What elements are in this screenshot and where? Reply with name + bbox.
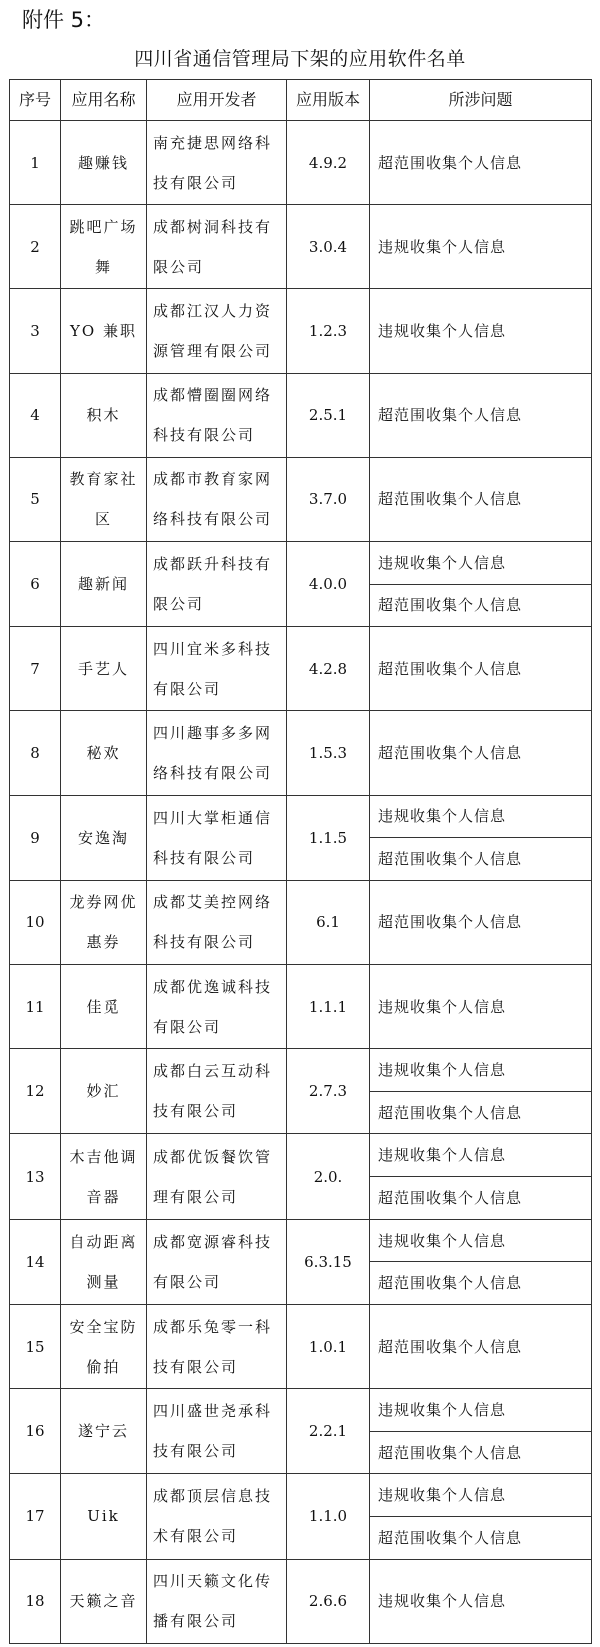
issue-text: 超范围收集个人信息: [370, 1177, 592, 1220]
issue-text: 超范围收集个人信息: [370, 1431, 592, 1474]
developer-name: 四川天籁文化传播有限公司: [147, 1559, 287, 1643]
table-row: [10, 121, 592, 205]
app-version: 2.2.1: [287, 1389, 370, 1474]
app-name: 跳吧广场舞: [61, 205, 147, 289]
app-name: 天籁之音: [61, 1559, 147, 1643]
developer-name: 成都白云互动科技有限公司: [147, 1049, 287, 1134]
table-row: [10, 1304, 592, 1388]
row-number: 1: [10, 121, 61, 205]
app-name: 遂宁云: [61, 1389, 147, 1474]
table-row: [10, 627, 592, 711]
table-row: [10, 965, 592, 1049]
app-name: Uik: [61, 1474, 147, 1559]
header-no: 序号: [10, 80, 61, 121]
row-number: 3: [10, 289, 61, 373]
app-name: 妙汇: [61, 1049, 147, 1134]
row-number: 7: [10, 627, 61, 711]
table-row: [10, 1219, 592, 1262]
row-number: 2: [10, 205, 61, 289]
table-row: [10, 880, 592, 964]
app-name: 自动距离测量: [61, 1219, 147, 1304]
developer-name: 成都顶层信息技术有限公司: [147, 1474, 287, 1559]
issue-text: 超范围收集个人信息: [370, 1262, 592, 1305]
app-name: 教育家社区: [61, 457, 147, 541]
app-name: 龙券网优惠券: [61, 880, 147, 964]
app-version: 2.5.1: [287, 373, 370, 457]
row-number: 13: [10, 1134, 61, 1219]
developer-name: 四川趣事多多网络科技有限公司: [147, 711, 287, 795]
table-row: [10, 711, 592, 795]
table-row: [10, 373, 592, 457]
developer-name: 南充捷思网络科技有限公司: [147, 121, 287, 205]
row-number: 11: [10, 965, 61, 1049]
app-version: 3.7.0: [287, 457, 370, 541]
table-row: [10, 1134, 592, 1177]
app-name: 趣新闻: [61, 542, 147, 627]
row-number: 6: [10, 542, 61, 627]
app-version: 1.5.3: [287, 711, 370, 795]
issue-text: 违规收集个人信息: [370, 795, 592, 838]
row-number: 15: [10, 1304, 61, 1388]
header-issue: 所涉问题: [370, 80, 592, 121]
issue-text: 超范围收集个人信息: [370, 457, 592, 541]
issue-text: 超范围收集个人信息: [370, 1516, 592, 1559]
row-number: 10: [10, 880, 61, 964]
app-version: 3.0.4: [287, 205, 370, 289]
issue-text: 违规收集个人信息: [370, 965, 592, 1049]
table-row: [10, 289, 592, 373]
app-name: 手艺人: [61, 627, 147, 711]
developer-name: 成都优逸诚科技有限公司: [147, 965, 287, 1049]
table-row: [10, 1389, 592, 1432]
table-row: [10, 795, 592, 838]
row-number: 18: [10, 1559, 61, 1643]
table-row: [10, 205, 592, 289]
app-version: 1.2.3: [287, 289, 370, 373]
developer-name: 四川盛世尧承科技有限公司: [147, 1389, 287, 1474]
developer-name: 成都跃升科技有限公司: [147, 542, 287, 627]
attachment-label: 附件 5：: [22, 8, 106, 32]
row-number: 5: [10, 457, 61, 541]
issue-text: 违规收集个人信息: [370, 542, 592, 585]
app-version: 6.1: [287, 880, 370, 964]
developer-name: 成都懵圈圈网络科技有限公司: [147, 373, 287, 457]
issue-text: 违规收集个人信息: [370, 1474, 592, 1517]
app-name: 木吉他调音器: [61, 1134, 147, 1219]
app-name: 趣赚钱: [61, 121, 147, 205]
table-header-row: [10, 80, 592, 121]
issue-text: 超范围收集个人信息: [370, 627, 592, 711]
app-list-table: [9, 79, 592, 1644]
developer-name: 成都江汉人力资源管理有限公司: [147, 289, 287, 373]
document-title: 四川省通信管理局下架的应用软件名单: [134, 48, 466, 70]
app-version: 6.3.15: [287, 1219, 370, 1304]
row-number: 14: [10, 1219, 61, 1304]
issue-text: 违规收集个人信息: [370, 1559, 592, 1643]
issue-text: 超范围收集个人信息: [370, 711, 592, 795]
app-version: 2.0.: [287, 1134, 370, 1219]
row-number: 9: [10, 795, 61, 880]
developer-name: 成都艾美控网络科技有限公司: [147, 880, 287, 964]
app-name: 积木: [61, 373, 147, 457]
issue-text: 超范围收集个人信息: [370, 584, 592, 627]
developer-name: 成都宽源睿科技有限公司: [147, 1219, 287, 1304]
row-number: 16: [10, 1389, 61, 1474]
table-row: [10, 542, 592, 585]
issue-text: 违规收集个人信息: [370, 205, 592, 289]
table-row: [10, 1559, 592, 1643]
app-version: 1.1.1: [287, 965, 370, 1049]
table-row: [10, 1474, 592, 1517]
app-name: 安全宝防偷拍: [61, 1304, 147, 1388]
header-version: 应用版本: [287, 80, 370, 121]
developer-name: 成都优饭餐饮管理有限公司: [147, 1134, 287, 1219]
app-name: 佳觅: [61, 965, 147, 1049]
developer-name: 四川宜米多科技有限公司: [147, 627, 287, 711]
row-number: 12: [10, 1049, 61, 1134]
developer-name: 成都乐兔零一科技有限公司: [147, 1304, 287, 1388]
issue-text: 违规收集个人信息: [370, 1389, 592, 1432]
header-developer: 应用开发者: [147, 80, 287, 121]
issue-text: 超范围收集个人信息: [370, 121, 592, 205]
issue-text: 超范围收集个人信息: [370, 1304, 592, 1388]
issue-text: 违规收集个人信息: [370, 1134, 592, 1177]
app-version: 1.1.5: [287, 795, 370, 880]
issue-text: 超范围收集个人信息: [370, 880, 592, 964]
issue-text: 超范围收集个人信息: [370, 373, 592, 457]
issue-text: 违规收集个人信息: [370, 1219, 592, 1262]
issue-text: 超范围收集个人信息: [370, 1091, 592, 1134]
app-version: 2.7.3: [287, 1049, 370, 1134]
row-number: 17: [10, 1474, 61, 1559]
developer-name: 成都市教育家网络科技有限公司: [147, 457, 287, 541]
app-version: 4.2.8: [287, 627, 370, 711]
app-version: 4.0.0: [287, 542, 370, 627]
developer-name: 四川大掌柜通信科技有限公司: [147, 795, 287, 880]
app-version: 1.0.1: [287, 1304, 370, 1388]
header-app-name: 应用名称: [61, 80, 147, 121]
app-name: 秘欢: [61, 711, 147, 795]
app-name: 安逸淘: [61, 795, 147, 880]
issue-text: 违规收集个人信息: [370, 289, 592, 373]
row-number: 8: [10, 711, 61, 795]
app-version: 2.6.6: [287, 1559, 370, 1643]
issue-text: 违规收集个人信息: [370, 1049, 592, 1092]
app-version: 1.1.0: [287, 1474, 370, 1559]
developer-name: 成都树洞科技有限公司: [147, 205, 287, 289]
table-row: [10, 457, 592, 541]
row-number: 4: [10, 373, 61, 457]
issue-text: 超范围收集个人信息: [370, 838, 592, 881]
table-row: [10, 1049, 592, 1092]
app-name: YO 兼职: [61, 289, 147, 373]
app-version: 4.9.2: [287, 121, 370, 205]
